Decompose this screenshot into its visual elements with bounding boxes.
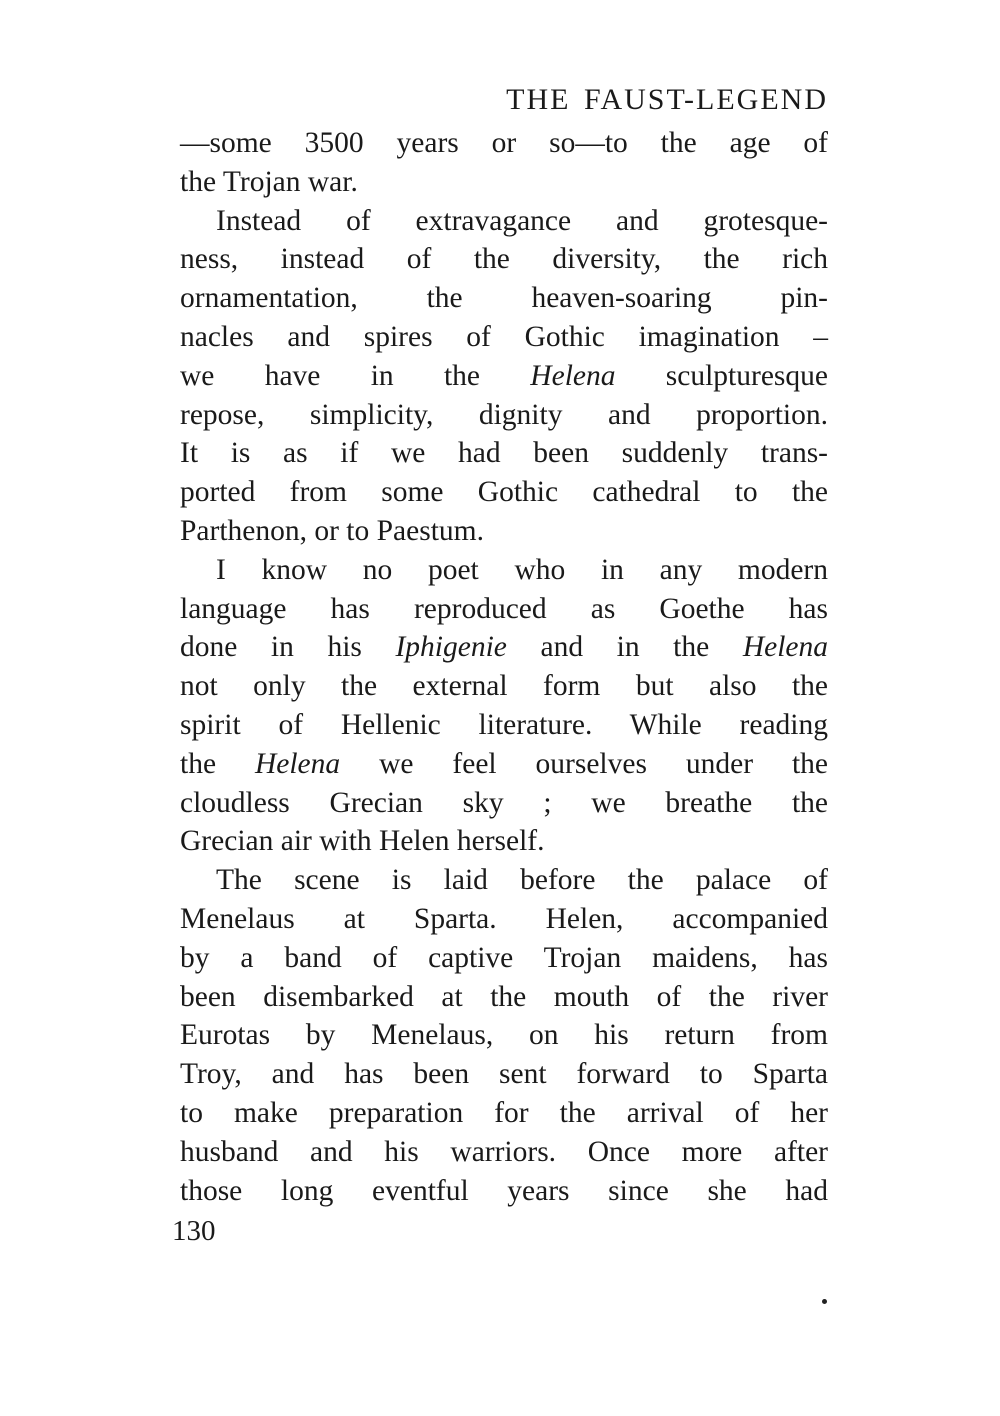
text-line — [180, 900, 828, 939]
text-run: and in the — [506, 631, 743, 664]
text-run: we feel ourselves under the — [340, 747, 828, 780]
text-line — [180, 1055, 828, 1094]
running-head: THE FAUST-LEGEND — [506, 83, 828, 116]
text-line — [180, 202, 828, 241]
paragraph — [180, 202, 828, 551]
italic-title: Helena — [530, 359, 616, 392]
text-run: Troy, and has been sent forward to Sparta — [180, 1058, 828, 1091]
text-run: It is as if we had been suddenly trans- — [180, 437, 828, 470]
text-run: been disembarked at the mouth of the river — [180, 980, 828, 1013]
italic-title: Iphigenie — [395, 631, 507, 664]
text-line — [180, 124, 828, 163]
paragraph — [180, 124, 828, 202]
text-line — [180, 978, 828, 1017]
text-run: to make preparation for the arrival of her — [180, 1096, 828, 1129]
text-run: husband and his warriors. Once more after — [180, 1135, 828, 1168]
text-run: spirit of Hellenic literature. While reading — [180, 708, 828, 741]
text-line — [180, 861, 828, 900]
text-run: Eurotas by Menelaus, on his return from — [180, 1019, 828, 1052]
page-number: 130 — [172, 1215, 216, 1247]
text-line — [180, 628, 828, 667]
text-run: —some 3500 years or so—to the age of — [180, 127, 828, 159]
italic-title: Helena — [742, 631, 828, 664]
paragraph — [180, 861, 828, 1210]
text-run: I know no poet who in any modern — [216, 553, 828, 586]
text-line — [180, 590, 828, 629]
text-run: not only the external form but also the — [180, 670, 828, 703]
text-line — [180, 279, 828, 318]
text-line — [180, 240, 828, 279]
text-line — [180, 512, 828, 551]
text-run: we have in the — [180, 359, 531, 392]
text-line — [180, 396, 828, 435]
text-run: repose, simplicity, dignity and proportion. — [180, 398, 828, 431]
text-run: ornamentation, the heaven-soaring pin- — [180, 282, 828, 315]
paragraph — [180, 551, 828, 861]
text-line — [180, 357, 828, 396]
text-run: Grecian air with Helen herself. — [180, 825, 545, 858]
text-line — [180, 784, 828, 823]
text-line — [180, 1172, 828, 1211]
text-run: ported from some Gothic cathedral to the — [180, 476, 828, 509]
text-run: those long eventful years since she had — [180, 1174, 828, 1207]
text-line — [180, 1094, 828, 1133]
text-line — [180, 667, 828, 706]
text-run: sculpturesque — [615, 359, 828, 392]
text-line — [180, 551, 828, 590]
text-run: language has reproduced as Goethe has — [180, 592, 828, 625]
text-line — [180, 1016, 828, 1055]
text-run: Parthenon, or to Paestum. — [180, 514, 484, 547]
text-line — [180, 822, 828, 861]
text-line — [180, 434, 828, 473]
text-line — [180, 1133, 828, 1172]
text-run: the — [180, 747, 255, 780]
text-run: done in his — [180, 631, 396, 664]
text-line — [180, 706, 828, 745]
text-run: nacles and spires of Gothic imagination – — [180, 320, 828, 353]
text-line — [180, 939, 828, 978]
italic-title: Helena — [254, 747, 341, 780]
text-run: ness, instead of the diversity, the rich — [180, 243, 828, 276]
text-run: The scene is laid before the palace of — [216, 864, 828, 897]
text-run: Instead of extravagance and grotesque- — [216, 204, 828, 237]
text-run: by a band of captive Trojan maidens, has — [180, 941, 828, 974]
body-text — [180, 124, 828, 1210]
text-line — [180, 745, 828, 784]
ink-speck — [822, 1299, 827, 1304]
text-line — [180, 163, 828, 202]
text-run: cloudless Grecian sky ; we breathe the — [180, 786, 828, 819]
text-run: Menelaus at Sparta. Helen, accompanied — [180, 902, 828, 935]
text-run: the Trojan war. — [180, 165, 358, 198]
text-line — [180, 473, 828, 512]
text-line — [180, 318, 828, 357]
